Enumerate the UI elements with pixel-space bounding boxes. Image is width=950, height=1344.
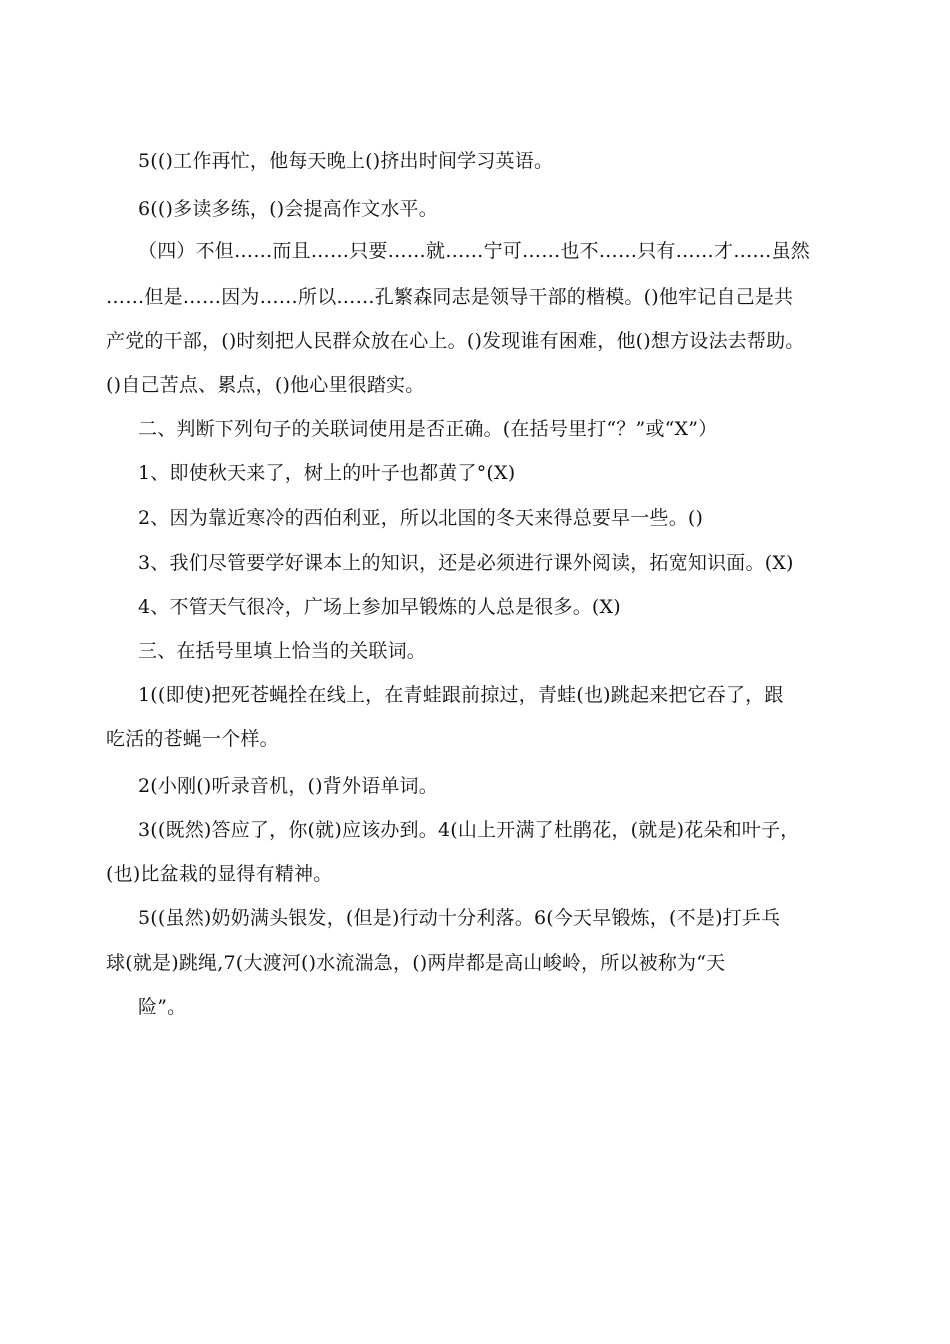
text-line: 6(()多读多练，()会提高作文水平。 (138, 198, 438, 220)
text-line: ……但是……因为……所以……孔繁森同志是领导干部的楷模。()他牢记自己是共 (106, 286, 794, 308)
text-line: 1、即使秋天来了，树上的叶子也都黄了°(X) (138, 462, 516, 484)
text-line: 3、我们尽管要学好课本上的知识，还是必须进行课外阅读，拓宽知识面。(X) (138, 552, 794, 574)
text-line: (也)比盆栽的显得有精神。 (106, 863, 333, 885)
text-line: 球(就是)跳绳,7(大渡河()水流湍急，()两岸都是高山峻岭，所以被称为“天 (106, 952, 726, 974)
text-line: 2、因为靠近寒冷的西伯利亚，所以北国的冬天来得总要早一些。() (138, 507, 704, 529)
section-heading: 二、判断下列句子的关联词使用是否正确。(在括号里打“？”或“X”） (138, 418, 718, 440)
section-heading: 三、在括号里填上恰当的关联词。 (138, 640, 427, 662)
text-line: 3((既然)答应了，你(就)应该办到。4(山上开满了杜鹃花，(就是)花朵和叶子， (138, 819, 800, 841)
text-line: 吃活的苍蝇一个样。 (106, 728, 279, 750)
text-line: 4、不管天气很冷，广场上参加早锻炼的人总是很多。(X) (138, 596, 621, 618)
text-line: 2(小刚()听录音机，()背外语单词。 (138, 775, 438, 797)
text-line: 险”。 (138, 996, 187, 1018)
text-line: 5((虽然)奶奶满头银发，(但是)行动十分利落。6(今天早锻炼，(不是)打乒乓 (138, 907, 781, 929)
text-line: 5(()工作再忙，他每天晚上()挤出时间学习英语。 (138, 150, 554, 172)
text-line: 产党的干部，()时刻把人民群众放在心上。()发现谁有困难，他()想方设法去帮助。 (106, 330, 805, 352)
text-line: 1((即使)把死苍蝇拴在线上，在青蛙跟前掠过，青蛙(也)跳起来把它吞了，跟 (138, 684, 784, 706)
text-line: （四）不但……而且……只要……就……宁可……也不……只有……才……虽然 (138, 240, 811, 262)
text-line: ()自己苦点、累点，()他心里很踏实。 (106, 374, 425, 396)
